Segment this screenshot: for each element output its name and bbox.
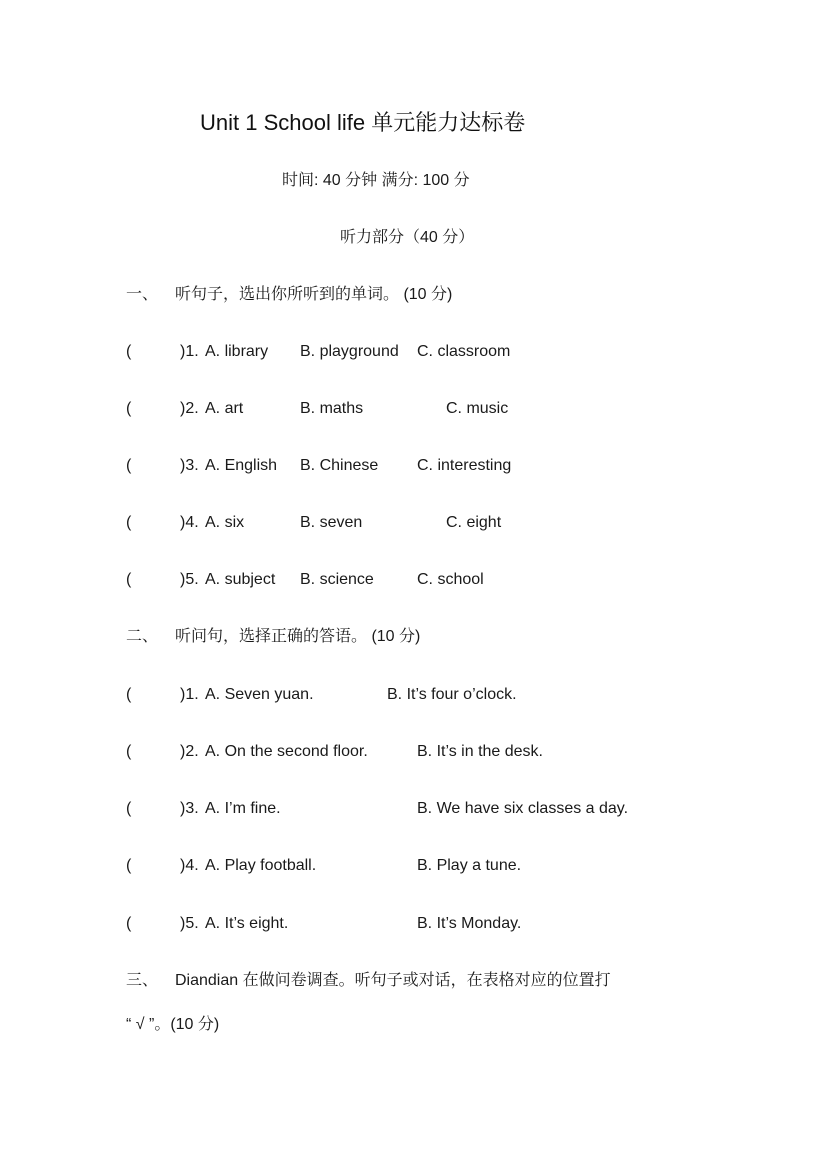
option-a: A. library [205, 343, 269, 360]
option-b: B. seven [300, 514, 363, 531]
option-a: A. English [205, 457, 278, 474]
option-b: B. It’s Monday. [417, 915, 522, 932]
option-c: C. school [417, 571, 484, 588]
option-b: B. It’s in the desk. [417, 743, 543, 760]
option-a: A. six [205, 514, 245, 531]
part-title: 听力部分（40 分） [340, 229, 475, 246]
question-number: )3. [180, 800, 199, 817]
option-c: C. music [446, 400, 509, 417]
answer-blank-open: ( [126, 800, 132, 817]
answer-blank-open: ( [126, 457, 132, 474]
option-c: C. eight [446, 514, 502, 531]
option-a: A. I’m fine. [205, 800, 281, 817]
question-number: )2. [180, 743, 199, 760]
question-number: )1. [180, 343, 199, 360]
option-a: A. On the second floor. [205, 743, 368, 760]
question-number: )3. [180, 457, 199, 474]
option-a: A. subject [205, 571, 276, 588]
option-b: B. science [300, 571, 374, 588]
option-b: B. playground [300, 343, 399, 360]
question-number: )1. [180, 686, 199, 703]
option-b: B. Play a tune. [417, 857, 522, 874]
option-b: B. It’s four o’clock. [387, 686, 517, 703]
section-3-instruction-continued: “ √ ”。(10 分) [126, 1016, 220, 1033]
answer-blank-open: ( [126, 514, 132, 531]
section-number: 一、 [126, 286, 159, 303]
option-c: C. classroom [417, 343, 511, 360]
option-c: C. interesting [417, 457, 512, 474]
answer-blank-open: ( [126, 915, 132, 932]
answer-blank-open: ( [126, 343, 132, 360]
page-title: Unit 1 School life 单元能力达标卷 [200, 110, 526, 135]
option-a: A. It’s eight. [205, 915, 289, 932]
section-instruction: Diandian 在做问卷调查。听句子或对话，在表格对应的位置打 [175, 972, 611, 989]
option-b: B. We have six classes a day. [417, 800, 629, 817]
answer-blank-open: ( [126, 400, 132, 417]
answer-blank-open: ( [126, 686, 132, 703]
section-number: 三、 [126, 972, 159, 989]
option-a: A. Seven yuan. [205, 686, 314, 703]
answer-blank-open: ( [126, 571, 132, 588]
question-number: )5. [180, 915, 199, 932]
question-number: )2. [180, 400, 199, 417]
question-number: )4. [180, 857, 199, 874]
option-b: B. maths [300, 400, 364, 417]
section-number: 二、 [126, 628, 159, 645]
option-a: A. Play football. [205, 857, 317, 874]
time-info: 时间: 40 分钟 满分: 100 分 [282, 172, 470, 189]
option-a: A. art [205, 400, 244, 417]
option-b: B. Chinese [300, 457, 379, 474]
section-instruction: 听问句，选择正确的答语。 (10 分) [175, 628, 421, 645]
answer-blank-open: ( [126, 743, 132, 760]
question-number: )5. [180, 571, 199, 588]
section-instruction: 听句子，选出你所听到的单词。 (10 分) [175, 286, 453, 303]
answer-blank-open: ( [126, 857, 132, 874]
question-number: )4. [180, 514, 199, 531]
